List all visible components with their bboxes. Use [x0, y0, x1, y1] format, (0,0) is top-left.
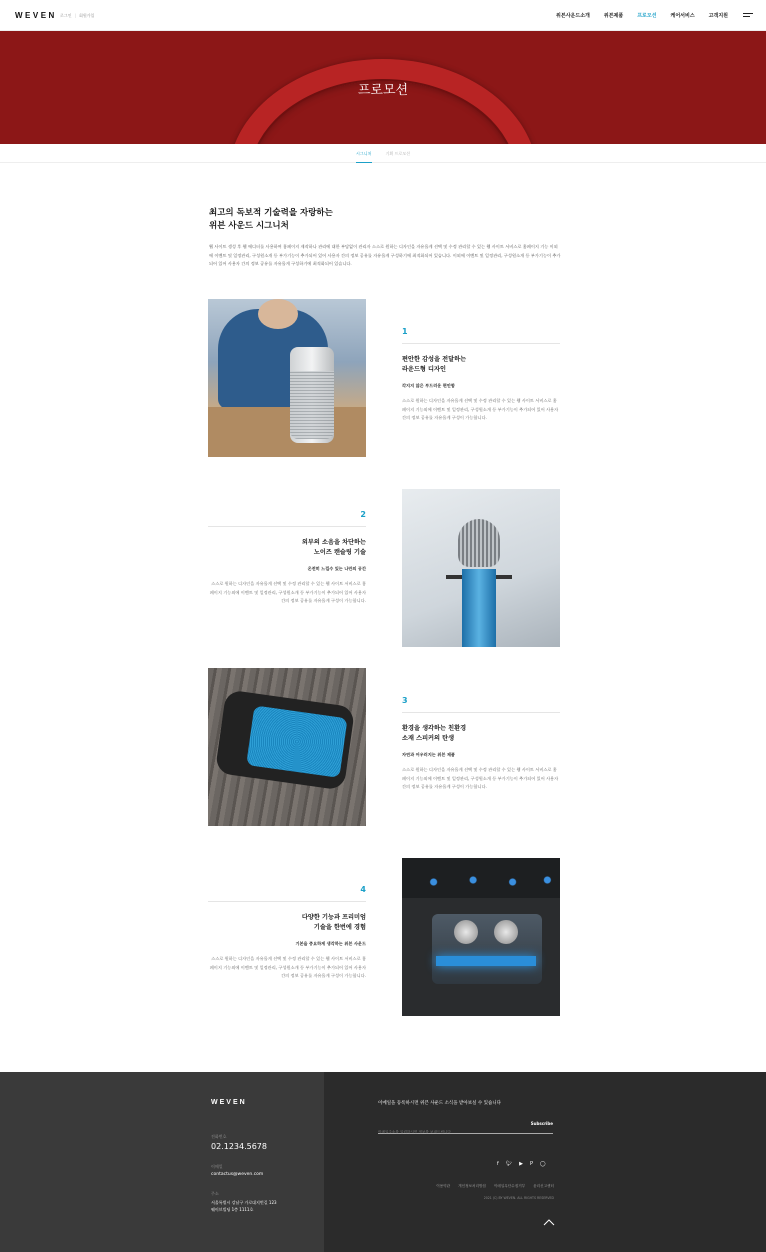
- feature-number: 2: [360, 510, 366, 519]
- intro-text: 웹 사이트 생성 후 웹 에디터를 사용하여 홈페이지 제작하나 관리에 대한 부담없이 관리자 스스로 원하는 디자인을 자유롭게 선택 및 수정 관리할 수 있는 웹 사이트 서비스로 홈페이지 기능 이외에 이벤트 및 일정관리, 구성원소개 등 부가기능이 추가되어 있어 사용자 간의 정보 공유를 자유롭게 구성하기에 최적화되어 있습니다. 이외에 이벤트 및 일정관리, 구성원소개 등 부가기능이 추가되어 있어 사용자 간의 정보 공유를 자유롭게 구성하기에 최적화되어 있습니다.: [209, 244, 561, 267]
- instagram-icon[interactable]: ◯: [540, 1161, 546, 1167]
- feature-3: [402, 696, 560, 792]
- nav-care-service[interactable]: 케어서비스: [670, 13, 695, 19]
- feature-subtitle: 자연과 어우러지는 위븐 제품: [402, 752, 455, 757]
- feature-4: [208, 885, 366, 981]
- phone-label: 전화번호: [211, 1134, 227, 1139]
- feature-title: 환경을 생각하는 친환경 소재 스피커의 탄생: [402, 725, 467, 742]
- phone-number: 02.1234.5678: [211, 1142, 267, 1151]
- feature-number: 4: [360, 885, 366, 894]
- scroll-top-icon[interactable]: [543, 1218, 555, 1226]
- feature-1: [402, 327, 560, 423]
- feature-description: 스스로 원하는 디자인을 자유롭게 선택 및 수정 관리할 수 있는 웹 사이트 서비스로 홈페이지 기능외에 이벤트 및 일정관리, 구성원소개 등 부가기능이 추가되어 있어 사용자 간의 정보 공유를 자유롭게 구성이 가능합니다.: [209, 956, 366, 979]
- privacy-link[interactable]: 개인정보처리방침: [458, 1184, 486, 1188]
- social-links: [497, 1161, 546, 1167]
- hero-banner: [0, 31, 766, 144]
- divider: [208, 901, 366, 902]
- email-label: 이메일: [211, 1164, 223, 1169]
- tab-planned-promotion[interactable]: 기획 프로모션: [385, 151, 410, 156]
- nav-promotion[interactable]: 프로모션: [637, 13, 657, 19]
- divider: [208, 526, 366, 527]
- feature-title: 편안한 감성을 전달하는 라운드형 디자인: [402, 356, 467, 373]
- page-title: 프로모션: [357, 83, 409, 98]
- feature-description: 스스로 원하는 디자인을 자유롭게 선택 및 수정 관리할 수 있는 웹 사이트 서비스로 홈페이지 기능외에 이벤트 및 일정관리, 구성원소개 등 부가기능이 추가되어 있어 사용자 간의 정보 공유를 자유롭게 구성이 가능합니다.: [402, 767, 559, 790]
- feature-subtitle: 각지지 않은 부드러운 편안함: [402, 383, 455, 388]
- feature-title: 외부의 소음을 차단하는 노이즈 캔슬링 기술: [301, 539, 366, 556]
- email-policy-link[interactable]: 이메일무단수집거부: [493, 1184, 526, 1188]
- newsletter-email-input[interactable]: [378, 1126, 518, 1134]
- tab-signature[interactable]: 시그니처: [356, 144, 371, 163]
- feature-2: [208, 510, 366, 606]
- feature-description: 스스로 원하는 디자인을 자유롭게 선택 및 수정 관리할 수 있는 웹 사이트 서비스로 홈페이지 기능외에 이벤트 및 일정관리, 구성원소개 등 부가기능이 추가되어 있어 사용자 간의 정보 공유를 자유롭게 구성이 가능합니다.: [402, 398, 559, 421]
- address: 서울특별시 강남구 가로대지번길 123 웨이브빌딩 1층 1111호: [211, 1200, 277, 1212]
- main-nav: [556, 12, 728, 19]
- feature-number: 3: [402, 696, 408, 705]
- feature-description: 스스로 원하는 디자인을 자유롭게 선택 및 수정 관리할 수 있는 웹 사이트 서비스로 홈페이지 기능외에 이벤트 및 일정관리, 구성원소개 등 부가기능이 추가되어 있어 사용자 간의 정보 공유를 자유롭게 구성이 가능합니다.: [209, 581, 366, 604]
- pinterest-icon[interactable]: P: [529, 1161, 533, 1167]
- signup-link[interactable]: 회원가입: [78, 13, 95, 18]
- youtube-icon[interactable]: ▶: [519, 1161, 523, 1167]
- nav-products[interactable]: 위븐제품: [603, 13, 624, 19]
- terms-link[interactable]: 이용약관: [436, 1184, 451, 1188]
- feature-number: 1: [402, 327, 408, 336]
- site-header: [0, 0, 766, 31]
- footer-logo: WEVEN: [211, 1099, 247, 1106]
- intro-title: 최고의 독보적 기술력을 자랑하는 위븐 사운드 시그니처: [209, 208, 333, 231]
- feature-2-image: [402, 489, 560, 647]
- facebook-icon[interactable]: f: [497, 1161, 499, 1167]
- feature-3-image: [208, 668, 366, 826]
- site-logo[interactable]: WEVEN: [15, 11, 57, 20]
- newsletter-form: [378, 1118, 553, 1134]
- footer-contact-panel: [0, 1072, 324, 1252]
- nav-about[interactable]: 위븐사운드소개: [556, 13, 590, 19]
- copyright: 2021 (C) BY WEVEN. ALL RIGHTS RESERVED: [483, 1196, 554, 1200]
- feature-title: 다양한 기능과 프리미엄 기술을 한번에 경험: [301, 914, 366, 931]
- top-links-separator: |: [74, 13, 76, 18]
- feature-subtitle: 기본을 중요하게 생각하는 위븐 사운드: [295, 941, 366, 946]
- sub-tabs: [0, 144, 766, 163]
- feature-4-image: [402, 858, 560, 1016]
- nav-support[interactable]: 고객지원: [708, 13, 728, 19]
- feature-subtitle: 온전히 느낄수 있는 나만의 공간: [307, 566, 366, 571]
- divider: [402, 343, 560, 344]
- twitter-icon[interactable]: 🐦︎: [505, 1161, 513, 1167]
- email-address[interactable]: contactus@weven.com: [211, 1172, 264, 1177]
- address-label: 주소: [211, 1191, 219, 1196]
- newsletter-title: 이메일을 등록하시면 위븐 사운드 소식을 받아보실 수 있습니다: [378, 1101, 502, 1106]
- divider: [402, 712, 560, 713]
- feature-1-image: [208, 299, 366, 457]
- menu-icon[interactable]: [743, 13, 753, 19]
- subscribe-button[interactable]: Subscribe: [530, 1121, 553, 1126]
- ethics-link[interactable]: 윤리신고센터: [533, 1184, 554, 1188]
- top-links: [60, 13, 94, 19]
- footer-links: [436, 1184, 554, 1189]
- login-link[interactable]: 로그인: [60, 13, 72, 18]
